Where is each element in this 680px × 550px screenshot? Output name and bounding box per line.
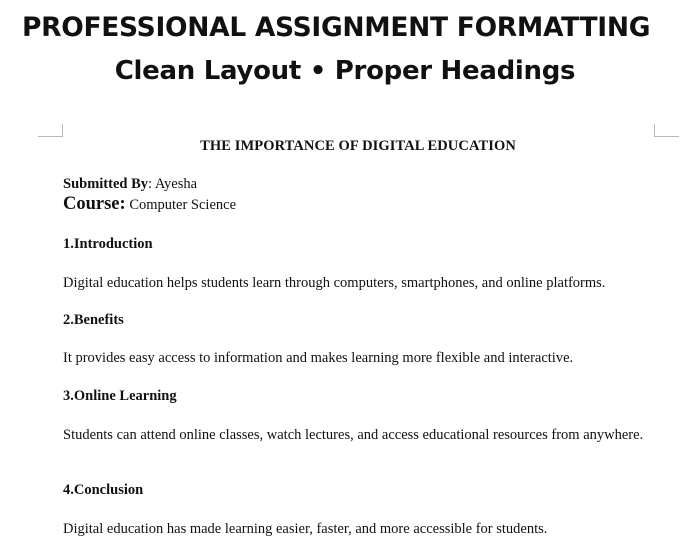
submitted-by-value: : Ayesha — [148, 176, 198, 192]
course-value: Computer Science — [125, 197, 237, 213]
section-heading-online-learning: 3.Online Learning — [63, 388, 177, 404]
section-heading-benefits: 2.Benefits — [63, 312, 124, 328]
banner-headline: PROFESSIONAL ASSIGNMENT FORMATTING — [22, 12, 651, 43]
submitted-by-line — [63, 176, 197, 193]
course-line — [63, 194, 236, 215]
document-title: THE IMPORTANCE OF DIGITAL EDUCATION — [200, 138, 516, 154]
margin-corner-mark-right — [654, 124, 679, 137]
section-body-online-learning: Students can attend online classes, watch lectures, and access educational resources from anywhere. — [63, 427, 644, 443]
section-body-introduction: Digital education helps students learn through computers, smartphones, and online platforms. — [63, 275, 606, 291]
banner-subheadline: Clean Layout • Proper Headings — [114, 56, 576, 86]
section-body-benefits: It provides easy access to information and makes learning more flexible and interactive. — [63, 350, 574, 366]
course-label: Course: — [63, 194, 126, 214]
submitted-by-label: Submitted By — [63, 176, 149, 192]
section-body-conclusion: Digital education has made learning easier, faster, and more accessible for students. — [63, 521, 548, 537]
margin-corner-mark-left — [38, 124, 63, 137]
document-page — [0, 110, 680, 550]
section-heading-conclusion: 4.Conclusion — [63, 482, 144, 498]
promo-banner — [0, 0, 680, 110]
section-heading-introduction: 1.Introduction — [63, 236, 153, 252]
